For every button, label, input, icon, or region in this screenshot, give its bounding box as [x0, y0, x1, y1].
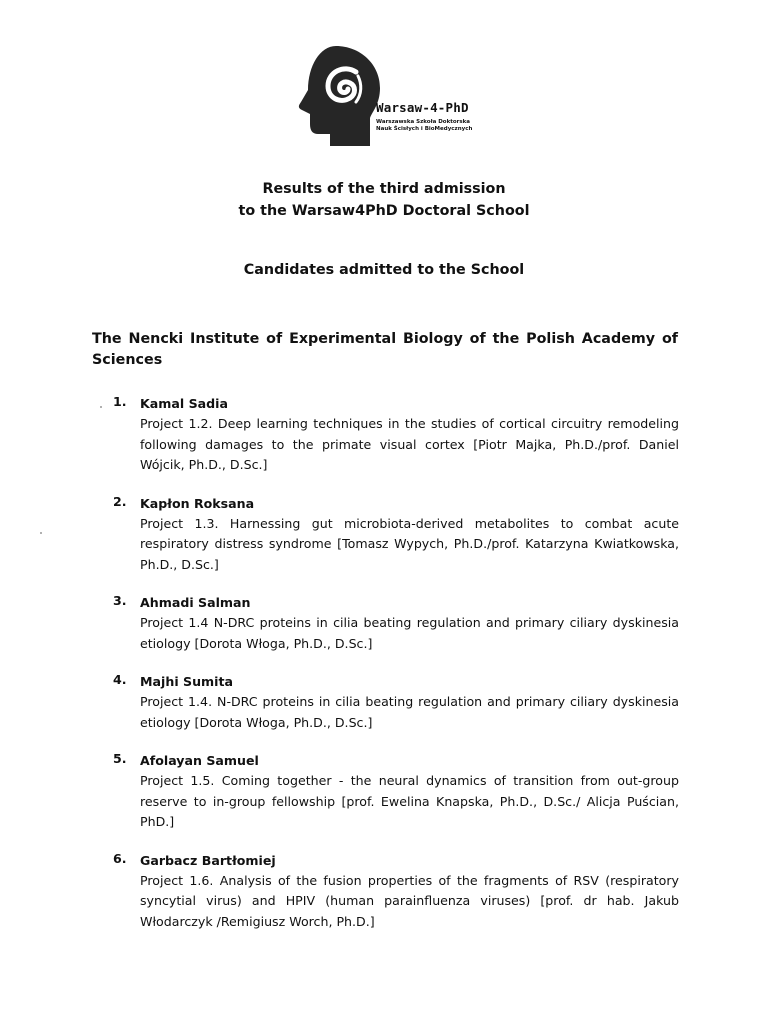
project-description: Project 1.4 N-DRC proteins in cilia beating regulation and primary ciliary dyskinesia etiology [Dorota Włoga, Ph.D., D.Sc.]	[140, 615, 679, 651]
logo-subtitle	[376, 119, 472, 133]
item-number: 6.	[113, 850, 127, 866]
title-line2: to the Warsaw4PhD Doctoral School	[238, 203, 530, 219]
list-item	[113, 751, 679, 833]
project-description: Project 1.4. N-DRC proteins in cilia beating regulation and primary ciliary dyskinesia etiology [Dorota Włoga, Ph.D., D.Sc.]	[140, 694, 679, 730]
item-number: 3.	[113, 593, 127, 608]
institute-heading: The Nencki Institute of Experimental Biology of the Polish Academy of Sciences	[92, 331, 678, 368]
list-item	[113, 672, 679, 733]
project-description: Project 1.3. Harnessing gut microbiota-derived metabolites to combat acute respiratory distress syndrome [Tomasz Wypych, Ph.D./prof. Katarzyna Kwiatkowska, Ph.D., D.Sc.]	[140, 515, 679, 572]
document-title	[0, 178, 768, 222]
logo-subtitle-line1: Warszawska Szkoła Doktorska	[376, 119, 471, 125]
list-item	[113, 593, 679, 654]
candidate-name: Kamal Sadia	[140, 396, 228, 411]
candidate-name: Afolayan Samuel	[140, 753, 259, 768]
item-number: 4.	[113, 672, 127, 687]
item-number: 1.	[113, 394, 127, 409]
logo	[296, 44, 486, 148]
candidate-name: Kapłon Roksana	[140, 495, 255, 511]
project-description: Project 1.6. Analysis of the fusion properties of the fragments of RSV (respiratory syncytial virus) and HPIV (human parainfluenza viruses) [prof. dr hab. Jakub Włodarczyk /Remigiusz Worch, Ph.D.]	[140, 872, 679, 929]
project-description: Project 1.5. Coming together - the neural dynamics of transition from out-group reserve to in-group fellowship [prof. Ewelina Knapska, Ph.D., D.Sc./ Alicja Puścian, PhD.]	[140, 773, 679, 829]
section-subtitle: Candidates admitted to the School	[243, 262, 525, 278]
candidate-list	[113, 394, 679, 950]
logo-subtitle-line2: Nauk Ścisłych i BioMedycznych	[376, 126, 473, 132]
candidate-name: Ahmadi Salman	[140, 595, 251, 610]
logo-name: Warsaw-4-PhD	[376, 100, 469, 115]
list-item	[113, 494, 679, 576]
item-number: 5.	[113, 751, 127, 766]
scan-speck	[100, 406, 102, 408]
title-line1: Results of the third admission	[262, 181, 506, 197]
item-number: 2.	[113, 493, 127, 509]
candidate-name: Majhi Sumita	[140, 674, 234, 689]
candidate-name: Garbacz Bartłomiej	[140, 852, 276, 868]
project-description: Project 1.2. Deep learning techniques in the studies of cortical circuitry remodeling following damages to the primate visual cortex [Piotr Majka, Ph.D./prof. Daniel Wójcik, Ph.D., D.Sc.]	[140, 416, 679, 472]
list-item	[113, 851, 679, 933]
list-item	[113, 394, 679, 476]
scan-speck	[40, 532, 42, 534]
